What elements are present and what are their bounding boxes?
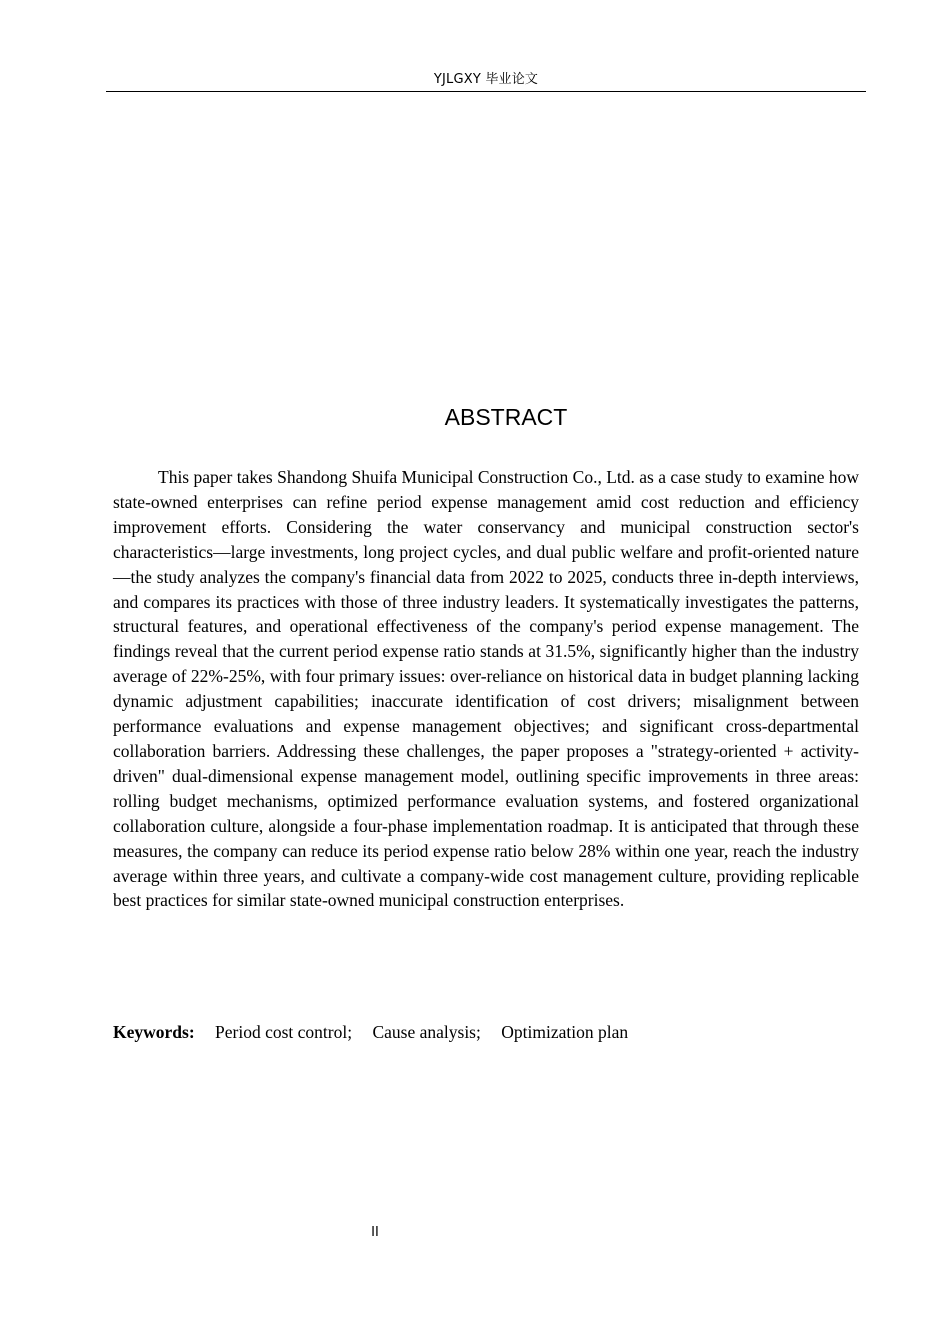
keywords-label: Keywords: xyxy=(113,1022,195,1042)
keyword-item: Cause analysis; xyxy=(372,1022,481,1042)
keywords-line xyxy=(113,1020,859,1045)
page-header xyxy=(106,70,866,92)
header-text: YJLGXY 毕业论文 xyxy=(433,72,539,87)
keyword-item: Optimization plan xyxy=(501,1022,629,1042)
abstract-body: This paper takes Shandong Shuifa Municipal Construction Co., Ltd. as a case study to examine how state-owned enterprises can refine period expense management amid cost reduction and efficiency improvement efforts. Considering the water conservancy and municipal construction sector's characteristics—large investments, long project cycles, and dual public welfare and profit-oriented nature—the study analyzes the company's financial data from 2022 to 2025, conducts three in-depth interviews, and compares its practices with those of three industry leaders. It systematically investigates the patterns, structural features, and operational effectiveness of the company's period expense management. The findings reveal that the current period expense ratio stands at 31.5%, significantly higher than the industry average of 22%-25%, with four primary issues: over-reliance on historical data in budget planning lacking dynamic adjustment capabilities; inaccurate identification of cost drivers; misalignment between performance evaluations and expense management objectives; and significant cross-departmental collaboration barriers. Addressing these challenges, the paper proposes a "strategy-oriented + activity-driven" dual-dimensional expense management model, outlining specific improvements in three areas: rolling budget mechanisms, optimized performance evaluation systems, and fostered organizational collaboration culture, alongside a four-phase implementation roadmap. It is anticipated that through these measures, the company can reduce its period expense ratio below 28% within one year, reach the industry average within three years, and cultivate a company-wide cost management culture, providing replicable best practices for similar state-owned municipal construction enterprises. xyxy=(113,467,859,911)
keyword-item: Period cost control; xyxy=(215,1022,353,1042)
abstract-title: ABSTRACT xyxy=(444,404,568,430)
page-number: II xyxy=(371,1225,379,1240)
